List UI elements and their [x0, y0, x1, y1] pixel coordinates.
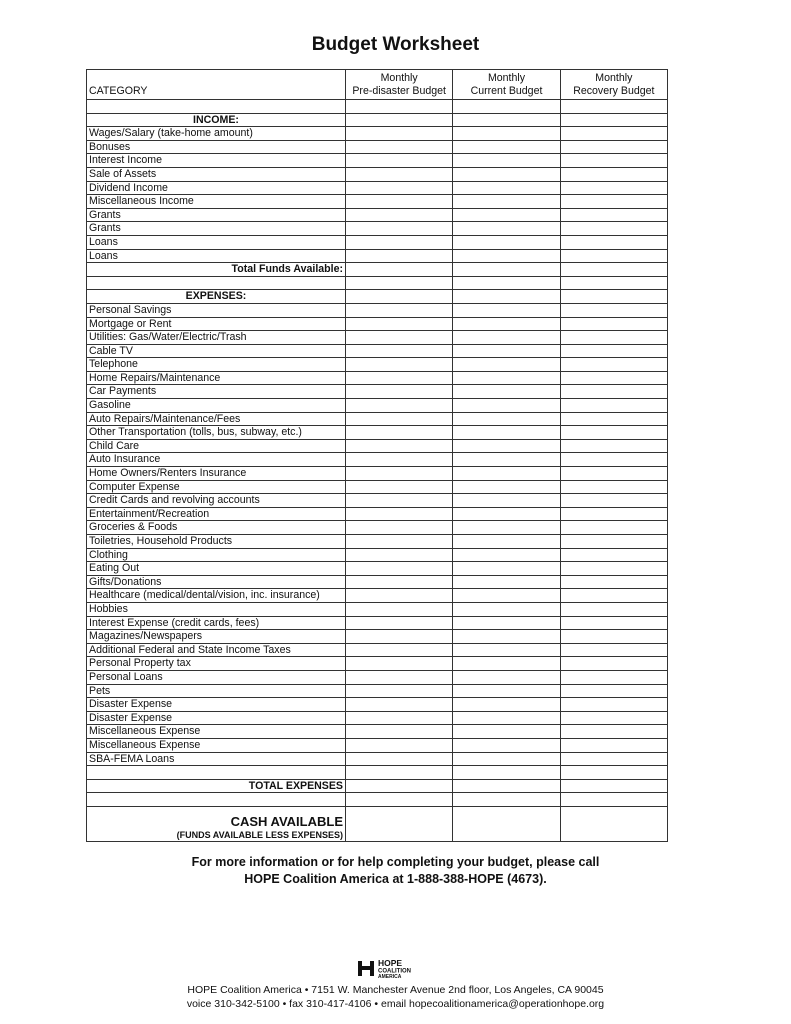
expense-row-label: Interest Expense (credit cards, fees) [87, 616, 346, 630]
blank-row [87, 793, 668, 807]
cash-available-row [87, 806, 668, 829]
expense-row-label: Additional Federal and State Income Taxes [87, 643, 346, 657]
amount-cell[interactable] [453, 140, 560, 154]
amount-cell[interactable] [560, 331, 667, 345]
amount-cell[interactable] [560, 399, 667, 413]
amount-cell[interactable] [346, 779, 453, 793]
amount-cell[interactable] [346, 412, 453, 426]
amount-cell[interactable] [453, 127, 560, 141]
amount-cell[interactable] [346, 766, 453, 780]
income-row [87, 249, 668, 263]
amount-cell[interactable] [453, 616, 560, 630]
amount-cell[interactable] [560, 412, 667, 426]
amount-cell[interactable] [346, 630, 453, 644]
recovery-header: Monthly Recovery Budget [560, 70, 667, 100]
amount-cell[interactable] [560, 657, 667, 671]
blank-row [87, 766, 668, 780]
amount-cell[interactable] [453, 181, 560, 195]
amount-cell[interactable] [346, 317, 453, 331]
amount-cell[interactable] [560, 779, 667, 793]
amount-cell[interactable] [346, 589, 453, 603]
expense-row-label: Car Payments [87, 385, 346, 399]
amount-cell[interactable] [346, 385, 453, 399]
income-row [87, 222, 668, 236]
amount-cell[interactable] [560, 113, 667, 127]
blank-row-label [87, 100, 346, 114]
income-row-label: Loans [87, 235, 346, 249]
amount-cell[interactable] [560, 439, 667, 453]
amount-cell[interactable] [453, 412, 560, 426]
expense-row [87, 385, 668, 399]
expense-row [87, 507, 668, 521]
amount-cell[interactable] [453, 521, 560, 535]
amount-cell[interactable] [560, 195, 667, 209]
total-funds-row-label: Total Funds Available: [87, 263, 346, 277]
income-row [87, 167, 668, 181]
amount-cell[interactable] [560, 602, 667, 616]
amount-cell[interactable] [560, 507, 667, 521]
footer-contact: voice 310-342-5100 • fax 310-417-4106 • email hopecoalitionamerica@operationhope.org [186, 998, 605, 1010]
expense-row [87, 412, 668, 426]
expense-row-label: Other Transportation (tolls, bus, subway, etc.) [87, 426, 346, 440]
info-line-2: HOPE Coalition America at 1-888-388-HOPE (4673). [244, 872, 547, 886]
amount-cell[interactable] [453, 670, 560, 684]
amount-cell[interactable] [346, 399, 453, 413]
expense-row-label: Magazines/Newspapers [87, 630, 346, 644]
expenses-heading-row-label: EXPENSES: [87, 290, 346, 304]
total-expenses-row [87, 779, 668, 793]
amount-cell[interactable] [346, 181, 453, 195]
amount-cell[interactable] [560, 766, 667, 780]
amount-cell[interactable] [453, 276, 560, 290]
blank-row [87, 100, 668, 114]
amount-cell[interactable] [453, 263, 560, 277]
amount-cell[interactable] [453, 725, 560, 739]
amount-cell[interactable] [346, 616, 453, 630]
amount-cell[interactable] [453, 711, 560, 725]
amount-cell[interactable] [453, 467, 560, 481]
amount-cell[interactable] [560, 589, 667, 603]
expense-row [87, 303, 668, 317]
amount-cell[interactable] [346, 725, 453, 739]
amount-cell[interactable] [560, 276, 667, 290]
expense-row-label: Credit Cards and revolving accounts [87, 494, 346, 508]
amount-cell[interactable] [346, 521, 453, 535]
blank-row-label [87, 276, 346, 290]
amount-cell[interactable] [453, 548, 560, 562]
expense-row-label: Mortgage or Rent [87, 317, 346, 331]
amount-cell[interactable] [346, 657, 453, 671]
expense-row-label: Miscellaneous Expense [87, 725, 346, 739]
expense-row [87, 344, 668, 358]
income-row-label: Loans [87, 249, 346, 263]
amount-cell[interactable] [346, 195, 453, 209]
amount-cell[interactable] [346, 670, 453, 684]
current-header: Monthly Current Budget [453, 70, 560, 100]
amount-cell[interactable] [560, 616, 667, 630]
amount-cell[interactable] [453, 630, 560, 644]
expense-row [87, 521, 668, 535]
amount-cell[interactable] [560, 575, 667, 589]
amount-cell[interactable] [560, 154, 667, 168]
cash-amount-cell[interactable] [346, 806, 453, 842]
amount-cell[interactable] [560, 303, 667, 317]
amount-cell[interactable] [560, 684, 667, 698]
expense-row-label: Disaster Expense [87, 711, 346, 725]
amount-cell[interactable] [346, 602, 453, 616]
amount-cell[interactable] [453, 249, 560, 263]
amount-cell[interactable] [346, 358, 453, 372]
amount-cell[interactable] [453, 657, 560, 671]
amount-cell[interactable] [346, 127, 453, 141]
total-funds-row [87, 263, 668, 277]
amount-cell[interactable] [560, 371, 667, 385]
amount-cell[interactable] [346, 494, 453, 508]
amount-cell[interactable] [453, 426, 560, 440]
logo-text-1: HOPE [378, 958, 403, 968]
expense-row [87, 711, 668, 725]
expense-row-label: Eating Out [87, 562, 346, 576]
amount-cell[interactable] [453, 766, 560, 780]
amount-cell[interactable] [453, 480, 560, 494]
income-row [87, 154, 668, 168]
expense-row [87, 657, 668, 671]
expense-row-label: Personal Savings [87, 303, 346, 317]
amount-cell[interactable] [346, 208, 453, 222]
expense-row [87, 684, 668, 698]
expense-row-label: Toiletries, Household Products [87, 535, 346, 549]
amount-cell[interactable] [453, 507, 560, 521]
expense-row-label: Computer Expense [87, 480, 346, 494]
logo-text-3: AMERICA [378, 974, 402, 980]
amount-cell[interactable] [560, 208, 667, 222]
amount-cell[interactable] [560, 181, 667, 195]
amount-cell[interactable] [453, 154, 560, 168]
amount-cell[interactable] [453, 385, 560, 399]
amount-cell[interactable] [453, 602, 560, 616]
amount-cell[interactable] [560, 235, 667, 249]
income-row [87, 140, 668, 154]
amount-cell[interactable] [560, 290, 667, 304]
expense-row [87, 589, 668, 603]
page-title: Budget Worksheet [311, 34, 480, 55]
amount-cell[interactable] [346, 235, 453, 249]
category-header: CATEGORY [87, 70, 346, 100]
expense-row [87, 616, 668, 630]
amount-cell[interactable] [560, 317, 667, 331]
income-heading-row-label: INCOME: [87, 113, 346, 127]
amount-cell[interactable] [453, 100, 560, 114]
income-row-label: Miscellaneous Income [87, 195, 346, 209]
amount-cell[interactable] [560, 630, 667, 644]
expense-row [87, 399, 668, 413]
expense-row [87, 480, 668, 494]
amount-cell[interactable] [453, 439, 560, 453]
expense-row-label: Hobbies [87, 602, 346, 616]
expense-row-label: Utilities: Gas/Water/Electric/Trash [87, 331, 346, 345]
expense-row [87, 738, 668, 752]
amount-cell[interactable] [453, 698, 560, 712]
amount-cell[interactable] [346, 331, 453, 345]
expense-row [87, 752, 668, 766]
expense-row-label: Healthcare (medical/dental/vision, inc. insurance) [87, 589, 346, 603]
amount-cell[interactable] [560, 535, 667, 549]
cash-amount-cell[interactable] [560, 806, 667, 842]
expenses-heading-row [87, 290, 668, 304]
expense-row [87, 698, 668, 712]
amount-cell[interactable] [453, 752, 560, 766]
amount-cell[interactable] [346, 344, 453, 358]
expense-row [87, 630, 668, 644]
amount-cell[interactable] [453, 643, 560, 657]
blank-row-label [87, 793, 346, 807]
income-row-label: Grants [87, 208, 346, 222]
amount-cell[interactable] [453, 399, 560, 413]
expense-row-label: Groceries & Foods [87, 521, 346, 535]
expense-row-label: Child Care [87, 439, 346, 453]
expense-row-label: Pets [87, 684, 346, 698]
amount-cell[interactable] [346, 453, 453, 467]
budget-table [86, 69, 668, 842]
expense-row [87, 426, 668, 440]
amount-cell[interactable] [346, 698, 453, 712]
amount-cell[interactable] [453, 222, 560, 236]
expense-row [87, 643, 668, 657]
amount-cell[interactable] [346, 738, 453, 752]
expense-row-label: Auto Insurance [87, 453, 346, 467]
amount-cell[interactable] [346, 113, 453, 127]
amount-cell[interactable] [346, 548, 453, 562]
expense-row [87, 439, 668, 453]
amount-cell[interactable] [560, 100, 667, 114]
amount-cell[interactable] [560, 521, 667, 535]
amount-cell[interactable] [560, 453, 667, 467]
amount-cell[interactable] [346, 793, 453, 807]
income-row-label: Wages/Salary (take-home amount) [87, 127, 346, 141]
income-row [87, 127, 668, 141]
income-row [87, 195, 668, 209]
income-heading-row [87, 113, 668, 127]
logo-mark-icon [358, 961, 374, 976]
amount-cell[interactable] [453, 290, 560, 304]
amount-cell[interactable] [346, 711, 453, 725]
amount-cell[interactable] [560, 793, 667, 807]
hope-logo [358, 958, 434, 980]
amount-cell[interactable] [560, 127, 667, 141]
amount-cell[interactable] [560, 711, 667, 725]
amount-cell[interactable] [560, 426, 667, 440]
logo-text-2: COALITION [378, 968, 411, 975]
expense-row [87, 317, 668, 331]
income-row-label: Sale of Assets [87, 167, 346, 181]
expense-row-label: Gifts/Donations [87, 575, 346, 589]
amount-cell[interactable] [453, 208, 560, 222]
amount-cell[interactable] [346, 480, 453, 494]
amount-cell[interactable] [346, 752, 453, 766]
amount-cell[interactable] [560, 670, 667, 684]
amount-cell[interactable] [560, 643, 667, 657]
income-row [87, 181, 668, 195]
amount-cell[interactable] [560, 480, 667, 494]
amount-cell[interactable] [560, 698, 667, 712]
amount-cell[interactable] [453, 494, 560, 508]
amount-cell[interactable] [346, 100, 453, 114]
amount-cell[interactable] [560, 385, 667, 399]
amount-cell[interactable] [346, 222, 453, 236]
footer [0, 983, 791, 1011]
income-row-label: Dividend Income [87, 181, 346, 195]
pre-disaster-header: Monthly Pre-disaster Budget [346, 70, 453, 100]
amount-cell[interactable] [453, 235, 560, 249]
amount-cell[interactable] [453, 167, 560, 181]
income-row [87, 235, 668, 249]
amount-cell[interactable] [453, 589, 560, 603]
amount-cell[interactable] [560, 752, 667, 766]
amount-cell[interactable] [346, 154, 453, 168]
expense-row-label: Cable TV [87, 344, 346, 358]
amount-cell[interactable] [453, 331, 560, 345]
expense-row-label: Home Owners/Renters Insurance [87, 467, 346, 481]
expense-row-label: Auto Repairs/Maintenance/Fees [87, 412, 346, 426]
amount-cell[interactable] [346, 276, 453, 290]
total-expenses-row-label: TOTAL EXPENSES [87, 779, 346, 793]
amount-cell[interactable] [453, 453, 560, 467]
amount-cell[interactable] [346, 290, 453, 304]
amount-cell[interactable] [560, 467, 667, 481]
income-row-label: Interest Income [87, 154, 346, 168]
expense-row-label: Disaster Expense [87, 698, 346, 712]
amount-cell[interactable] [453, 575, 560, 589]
info-line-1: For more information or for help completing your budget, please call [191, 855, 600, 869]
blank-row-label [87, 766, 346, 780]
amount-cell[interactable] [560, 725, 667, 739]
income-row-label: Grants [87, 222, 346, 236]
expense-row-label: Gasoline [87, 399, 346, 413]
expense-row-label: Home Repairs/Maintenance [87, 371, 346, 385]
amount-cell[interactable] [453, 317, 560, 331]
amount-cell[interactable] [346, 467, 453, 481]
amount-cell[interactable] [560, 562, 667, 576]
expense-row [87, 494, 668, 508]
expense-row-label: Miscellaneous Expense [87, 738, 346, 752]
expense-row-label: Personal Property tax [87, 657, 346, 671]
amount-cell[interactable] [346, 439, 453, 453]
expense-row [87, 371, 668, 385]
amount-cell[interactable] [453, 738, 560, 752]
income-row [87, 208, 668, 222]
amount-cell[interactable] [346, 371, 453, 385]
amount-cell[interactable] [560, 344, 667, 358]
expense-row [87, 575, 668, 589]
expense-row [87, 535, 668, 549]
amount-cell[interactable] [453, 195, 560, 209]
expense-row-label: Clothing [87, 548, 346, 562]
expense-row [87, 670, 668, 684]
amount-cell[interactable] [560, 249, 667, 263]
amount-cell[interactable] [346, 684, 453, 698]
amount-cell[interactable] [346, 167, 453, 181]
cash-available-label: CASH AVAILABLE [87, 806, 346, 829]
amount-cell[interactable] [346, 303, 453, 317]
amount-cell[interactable] [453, 358, 560, 372]
amount-cell[interactable] [453, 535, 560, 549]
amount-cell[interactable] [346, 575, 453, 589]
expense-row-label: Entertainment/Recreation [87, 507, 346, 521]
cash-sub-label: (FUNDS AVAILABLE LESS EXPENSES) [87, 829, 346, 842]
amount-cell[interactable] [453, 303, 560, 317]
amount-cell[interactable] [453, 371, 560, 385]
amount-cell[interactable] [560, 222, 667, 236]
amount-cell[interactable] [453, 344, 560, 358]
header-row [87, 70, 668, 100]
expense-row [87, 548, 668, 562]
expense-row [87, 602, 668, 616]
footer-address: HOPE Coalition America • 7151 W. Manchester Avenue 2nd floor, Los Angeles, CA 90045 [187, 984, 604, 996]
expense-row [87, 725, 668, 739]
amount-cell[interactable] [560, 263, 667, 277]
income-row-label: Bonuses [87, 140, 346, 154]
info-text [0, 854, 791, 888]
expense-row [87, 358, 668, 372]
amount-cell[interactable] [453, 793, 560, 807]
amount-cell[interactable] [346, 249, 453, 263]
amount-cell[interactable] [453, 684, 560, 698]
amount-cell[interactable] [560, 167, 667, 181]
amount-cell[interactable] [560, 358, 667, 372]
amount-cell[interactable] [560, 494, 667, 508]
amount-cell[interactable] [560, 548, 667, 562]
expense-row [87, 467, 668, 481]
amount-cell[interactable] [346, 643, 453, 657]
expense-row-label: SBA-FEMA Loans [87, 752, 346, 766]
amount-cell[interactable] [346, 426, 453, 440]
amount-cell[interactable] [453, 562, 560, 576]
expense-row-label: Telephone [87, 358, 346, 372]
amount-cell[interactable] [346, 507, 453, 521]
blank-row [87, 276, 668, 290]
amount-cell[interactable] [453, 113, 560, 127]
amount-cell[interactable] [560, 140, 667, 154]
amount-cell[interactable] [560, 738, 667, 752]
amount-cell[interactable] [346, 562, 453, 576]
amount-cell[interactable] [346, 140, 453, 154]
amount-cell[interactable] [346, 535, 453, 549]
amount-cell[interactable] [453, 779, 560, 793]
expense-row-label: Personal Loans [87, 670, 346, 684]
expense-row [87, 562, 668, 576]
expense-row [87, 331, 668, 345]
amount-cell[interactable] [346, 263, 453, 277]
expense-row [87, 453, 668, 467]
cash-amount-cell[interactable] [453, 806, 560, 842]
